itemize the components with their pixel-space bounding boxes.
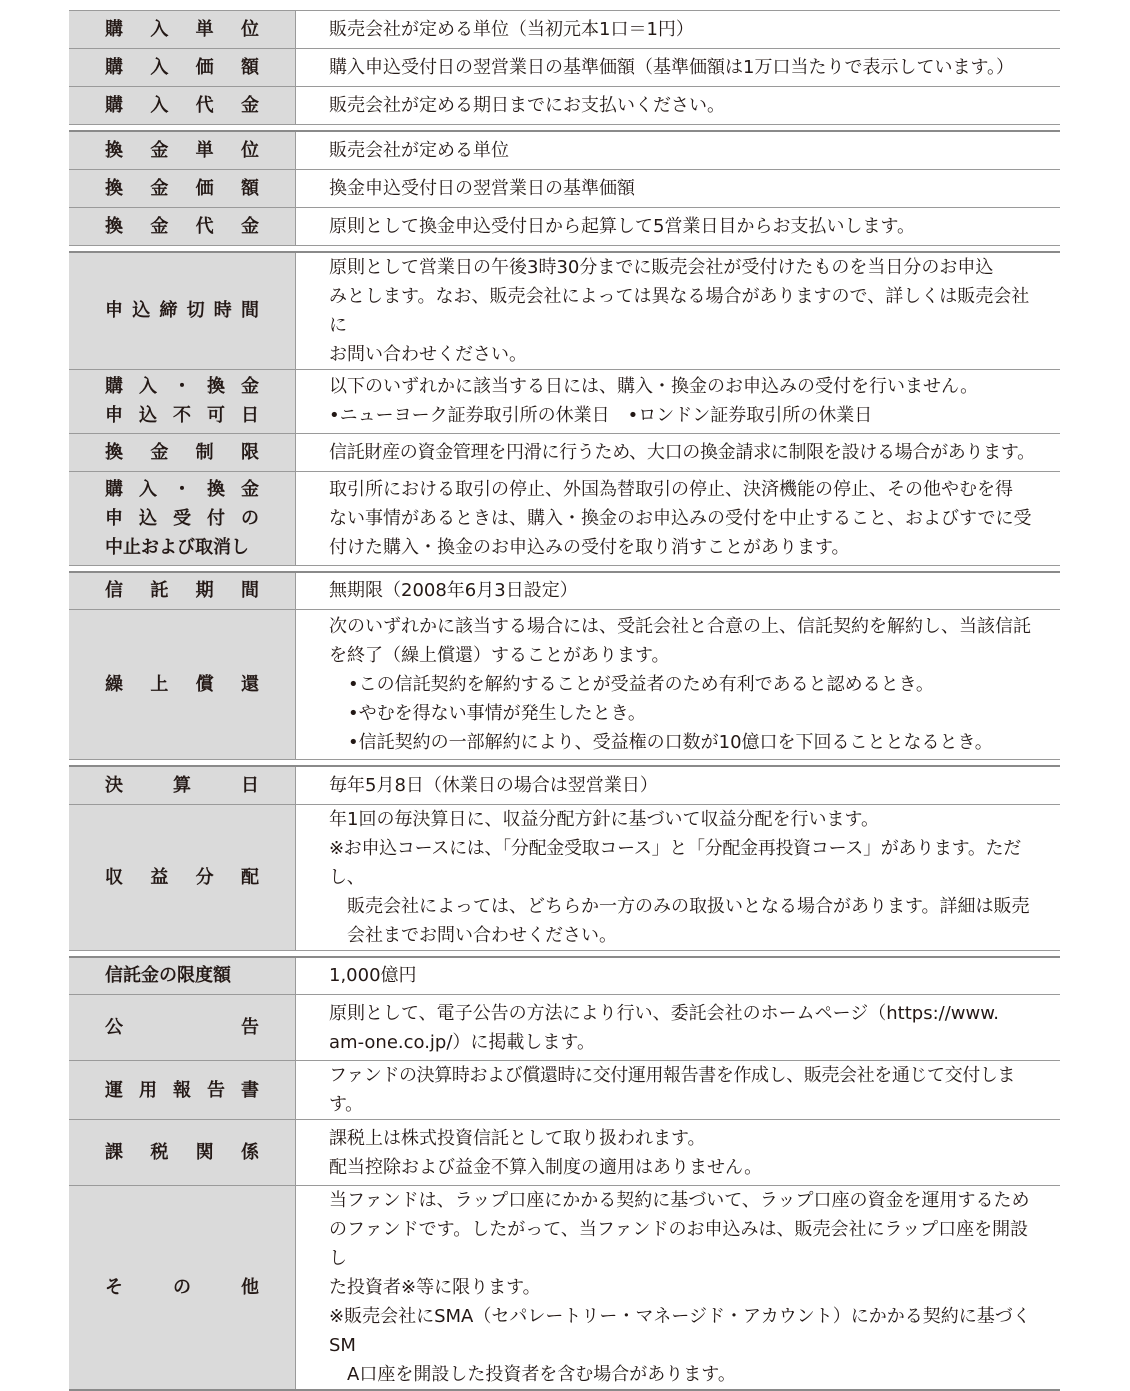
table-row bbox=[69, 207, 1060, 245]
label-nonbusiness-day-line2: 申 込 不 可 日 bbox=[105, 405, 259, 426]
label-trust-limit: 信託金の限度額 bbox=[105, 965, 231, 987]
row-value bbox=[296, 766, 1061, 804]
label-purchase-payment: 購 入 代 金 bbox=[105, 95, 259, 116]
row-value bbox=[296, 1061, 1061, 1120]
label-distribution: 収 益 分 配 bbox=[105, 866, 259, 888]
value-line: 以下のいずれかに該当する日には、購入・換金のお申込みの受付を行いません。 bbox=[329, 376, 979, 397]
row-label bbox=[69, 11, 296, 49]
note-line: A口座を開設した投資者を含む場合があります。 bbox=[347, 1364, 736, 1385]
bullet-item: •やむを得ない事情が発生したとき。 bbox=[348, 703, 646, 724]
row-value bbox=[296, 87, 1061, 125]
value-line: 課税上は株式投資信託として取り扱われます。 bbox=[329, 1127, 706, 1149]
table-row bbox=[69, 49, 1060, 87]
value-line: ない事情があるときは、購入・換金のお申込みの受付を中止すること、およびすでに受 bbox=[329, 507, 1032, 529]
value-line: 配当控除および益金不算入制度の適用はありません。 bbox=[329, 1156, 763, 1178]
row-value bbox=[296, 207, 1061, 245]
note-line: ※お申込コースには、「分配金受取コース」と「分配金再投資コース」があります。ただし、 bbox=[329, 837, 1021, 888]
value-line: ファンドの決算時および償還時に交付運用報告書を作成し、販売会社を通じて交付します。 bbox=[329, 1065, 1016, 1115]
value-line: 取引所における取引の停止、外国為替取引の停止、決済機能の停止、その他やむを得 bbox=[329, 478, 1013, 500]
value-line: am-one.co.jp/）に掲載します。 bbox=[329, 1031, 595, 1053]
table-row bbox=[69, 995, 1060, 1061]
row-label bbox=[69, 610, 296, 760]
label-other: そ の 他 bbox=[105, 1277, 259, 1298]
table-row bbox=[69, 1120, 1060, 1186]
value-line: 販売会社が定める期日までにお支払いください。 bbox=[329, 95, 725, 116]
label-redemption-unit: 換 金 単 位 bbox=[105, 139, 259, 161]
table-row bbox=[69, 766, 1060, 804]
label-operation-report: 運 用 報 告 書 bbox=[105, 1079, 259, 1101]
label-purchase-price: 購 入 価 額 bbox=[105, 57, 259, 78]
row-value bbox=[296, 804, 1061, 950]
value-line: 当ファンドは、ラップ口座にかかる契約に基づいて、ラップ口座の資金を運用するため bbox=[329, 1190, 1030, 1211]
value-line: 1,000億円 bbox=[329, 965, 417, 987]
label-taxation: 課 税 関 係 bbox=[105, 1142, 259, 1163]
label-settlement-date: 決 算 日 bbox=[105, 774, 259, 796]
note-line: ※販売会社にSMA（セパレートリー・マネージド・アカウント）にかかる契約に基づくSM bbox=[329, 1306, 1031, 1356]
row-value bbox=[296, 11, 1061, 49]
row-value bbox=[296, 433, 1061, 471]
table-row bbox=[69, 1061, 1060, 1120]
value-line: 信託財産の資金管理を円滑に行うため、大口の換金請求に制限を設ける場合があります。 bbox=[329, 441, 1035, 463]
label-suspension-line3: 中止および取消し bbox=[105, 536, 249, 558]
row-value bbox=[296, 957, 1061, 995]
bullet-item: •この信託契約を解約することが受益者のため有利であると認めるとき。 bbox=[348, 674, 934, 695]
row-label bbox=[69, 572, 296, 610]
row-label bbox=[69, 957, 296, 995]
row-value bbox=[296, 572, 1061, 610]
row-value bbox=[296, 252, 1061, 370]
value-line: のファンドです。したがって、当ファンドのお申込みは、販売会社にラップ口座を開設し bbox=[329, 1219, 1029, 1269]
row-label bbox=[69, 252, 296, 370]
row-label bbox=[69, 766, 296, 804]
value-line: •ニューヨーク証券取引所の休業日 •ロンドン証券取引所の休業日 bbox=[329, 405, 873, 426]
label-suspension-line1: 購 入 ・ 換 金 bbox=[105, 478, 259, 500]
table-row bbox=[69, 87, 1060, 125]
row-value bbox=[296, 1186, 1061, 1391]
row-label bbox=[69, 1186, 296, 1391]
row-label bbox=[69, 49, 296, 87]
table-row bbox=[69, 610, 1060, 760]
row-label bbox=[69, 207, 296, 245]
row-label bbox=[69, 1120, 296, 1186]
label-redemption-limit: 換 金 制 限 bbox=[105, 441, 259, 463]
value-line: 年1回の毎決算日に、収益分配方針に基づいて収益分配を行います。 bbox=[329, 808, 880, 830]
row-label bbox=[69, 471, 296, 565]
table-row bbox=[69, 433, 1060, 471]
label-suspension-line2: 申 込 受 付 の bbox=[105, 507, 259, 529]
value-line: 販売会社が定める単位 bbox=[329, 139, 509, 161]
table-row bbox=[69, 1186, 1060, 1391]
value-line: 原則として換金申込受付日から起算して5営業日目からお支払いします。 bbox=[329, 215, 916, 237]
row-label bbox=[69, 995, 296, 1061]
note-line: 会社までお問い合わせください。 bbox=[347, 924, 617, 946]
value-line: 次のいずれかに該当する場合には、受託会社と合意の上、信託契約を解約し、当該信託 bbox=[329, 616, 1031, 637]
value-line: お問い合わせください。 bbox=[329, 343, 527, 365]
row-label bbox=[69, 87, 296, 125]
value-line: みとします。なお、販売会社によっては異なる場合がありますので、詳しくは販売会社に bbox=[329, 285, 1030, 336]
fund-terms-sheet bbox=[69, 10, 1060, 1391]
value-line: 販売会社が定める単位（当初元本1口＝1円） bbox=[329, 19, 694, 40]
value-line: 毎年5月8日（休業日の場合は翌営業日） bbox=[329, 774, 658, 796]
label-public-notice: 公 告 bbox=[105, 1017, 259, 1038]
label-nonbusiness-day-line1: 購 入 ・ 換 金 bbox=[105, 376, 259, 397]
value-line: 購入申込受付日の翌営業日の基準価額（基準価額は1万口当たりで表示しています。） bbox=[329, 57, 1015, 78]
table-row bbox=[69, 252, 1060, 370]
table-row bbox=[69, 369, 1060, 433]
label-redemption-price: 換 金 価 額 bbox=[105, 177, 259, 199]
row-label bbox=[69, 804, 296, 950]
row-label bbox=[69, 433, 296, 471]
row-value bbox=[296, 1120, 1061, 1186]
value-line: 原則として営業日の午後3時30分までに販売会社が受付けたものを当日分のお申込 bbox=[329, 256, 994, 278]
value-line: を終了（繰上償還）することがあります。 bbox=[329, 645, 670, 666]
value-line: 原則として、電子公告の方法により行い、委託会社のホームページ（https://www. bbox=[329, 1002, 1000, 1024]
label-redemption-payment: 換 金 代 金 bbox=[105, 215, 259, 237]
table-row bbox=[69, 572, 1060, 610]
row-value bbox=[296, 610, 1061, 760]
label-order-cutoff: 申 込 締 切 時 間 bbox=[105, 300, 259, 321]
note-line: 販売会社によっては、どちらか一方のみの取扱いとなる場合があります。詳細は販売 bbox=[347, 895, 1030, 917]
row-value bbox=[296, 49, 1061, 87]
row-value bbox=[296, 131, 1061, 169]
row-value bbox=[296, 169, 1061, 207]
row-value bbox=[296, 471, 1061, 565]
label-trust-period: 信 託 期 間 bbox=[105, 580, 259, 602]
row-label bbox=[69, 1061, 296, 1120]
table-row bbox=[69, 11, 1060, 49]
value-line: た投資者※等に限ります。 bbox=[329, 1277, 541, 1298]
row-value bbox=[296, 369, 1061, 433]
table-row bbox=[69, 804, 1060, 950]
row-value bbox=[296, 995, 1061, 1061]
bullet-item: •信託契約の一部解約により、受益権の口数が10億口を下回ることとなるとき。 bbox=[348, 732, 993, 753]
value-line: 付けた購入・換金のお申込みの受付を取り消すことがあります。 bbox=[329, 536, 850, 558]
value-line: 無期限（2008年6月3日設定） bbox=[329, 580, 578, 602]
value-line: 換金申込受付日の翌営業日の基準価額 bbox=[329, 177, 635, 199]
row-label bbox=[69, 131, 296, 169]
row-label bbox=[69, 369, 296, 433]
table-row bbox=[69, 169, 1060, 207]
fund-terms-table bbox=[69, 10, 1060, 1391]
label-purchase-unit: 購 入 単 位 bbox=[105, 19, 259, 40]
table-row bbox=[69, 471, 1060, 565]
table-row bbox=[69, 957, 1060, 995]
table-row bbox=[69, 131, 1060, 169]
label-early-redemption: 繰 上 償 還 bbox=[105, 674, 259, 695]
row-label bbox=[69, 169, 296, 207]
